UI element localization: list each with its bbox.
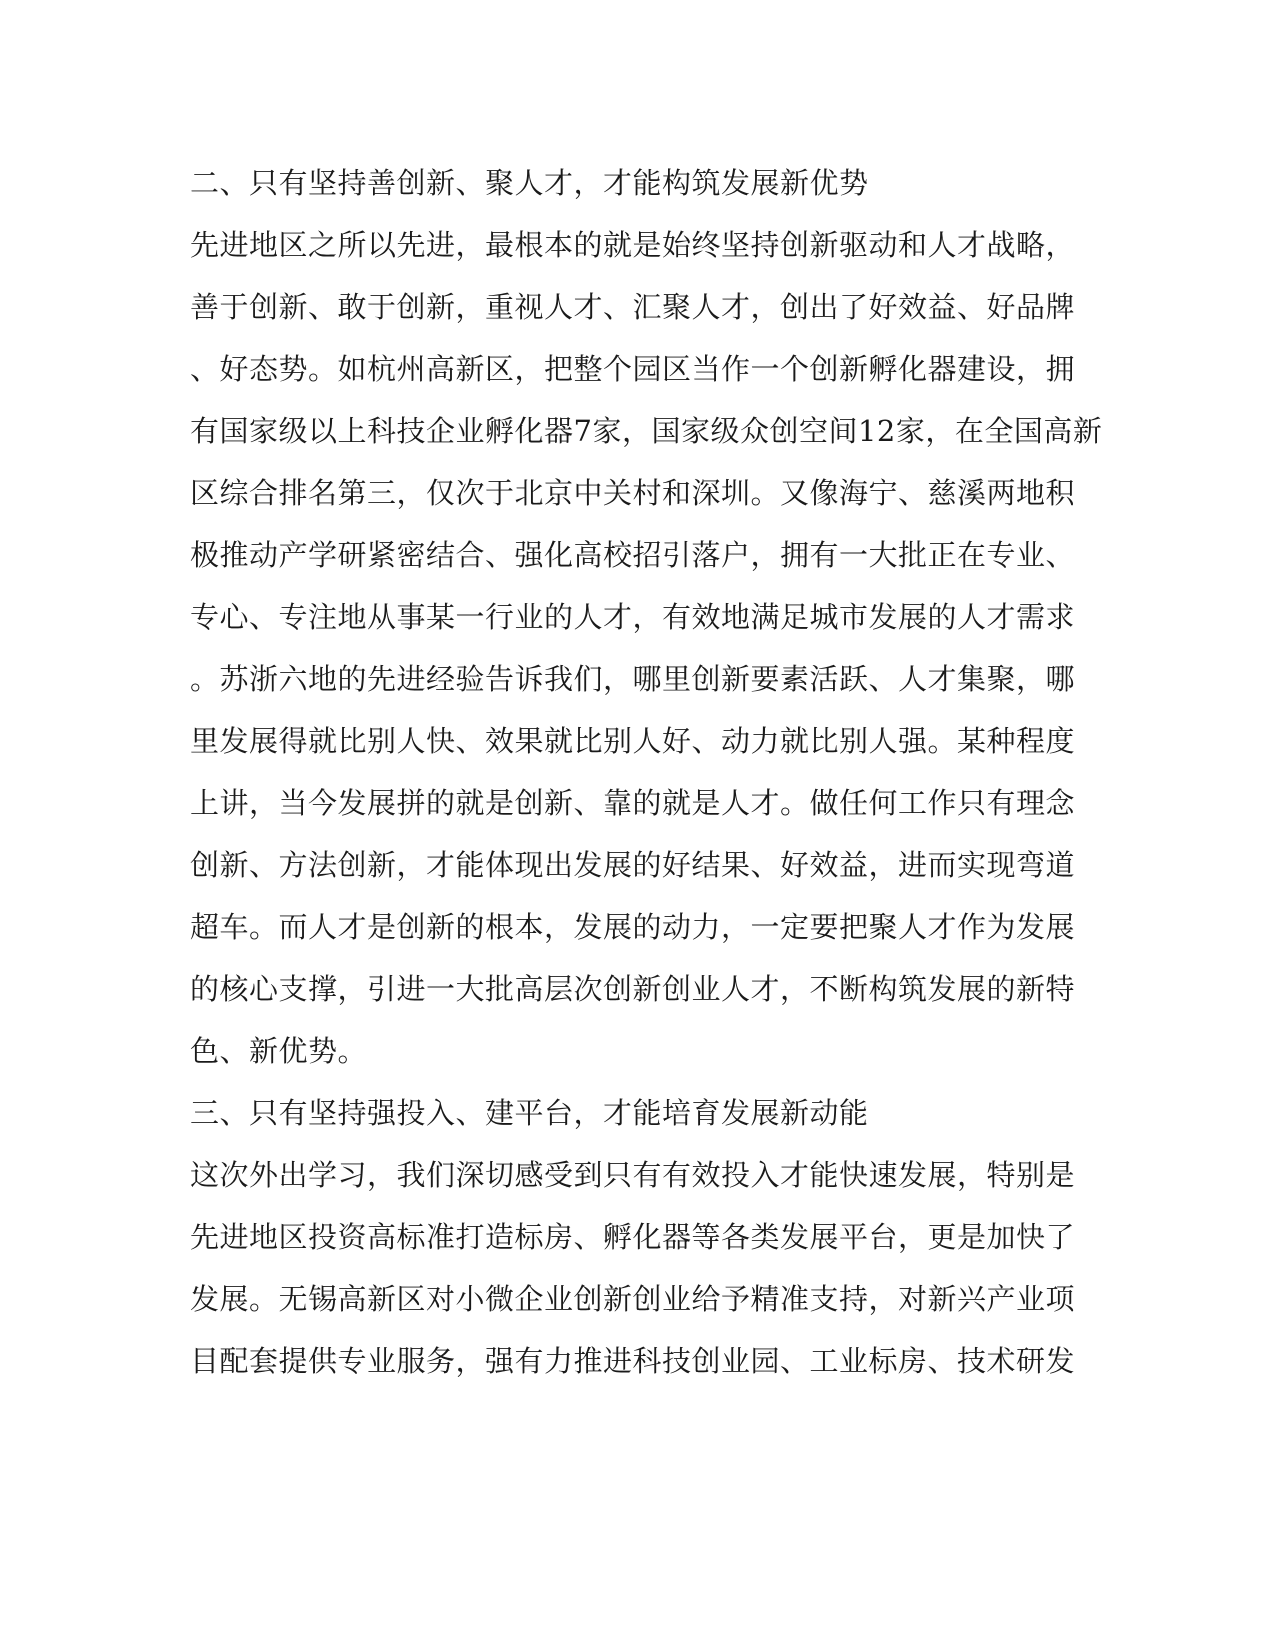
paragraph-line: 善于创新、敢于创新，重视人才、汇聚人才，创出了好效益、好品牌 — [190, 290, 1076, 324]
paragraph-line: 有国家级以上科技企业孵化器7家，国家级众创空间12家，在全国高新 — [190, 414, 1103, 448]
paragraph-line: 先进地区投资高标准打造标房、孵化器等各类发展平台，更是加快了 — [190, 1220, 1076, 1254]
section-heading-2: 二、只有坚持善创新、聚人才，才能构筑发展新优势 — [190, 166, 869, 200]
paragraph-line: 先进地区之所以先进，最根本的就是始终坚持创新驱动和人才战略， — [190, 228, 1076, 262]
paragraph-line: 、好态势。如杭州高新区，把整个园区当作一个创新孵化器建设，拥 — [190, 352, 1076, 386]
paragraph-line: 这次外出学习，我们深切感受到只有有效投入才能快速发展，特别是 — [190, 1158, 1076, 1192]
document-body — [190, 152, 1103, 1392]
paragraph-line: 色、新优势。 — [190, 1034, 368, 1068]
paragraph-line: 的核心支撑，引进一大批高层次创新创业人才，不断构筑发展的新特 — [190, 972, 1076, 1006]
paragraph-line: 区综合排名第三，仅次于北京中关村和深圳。又像海宁、慈溪两地积 — [190, 476, 1076, 510]
paragraph-line: 目配套提供专业服务，强有力推进科技创业园、工业标房、技术研发 — [190, 1344, 1076, 1378]
paragraph-line: 上讲，当今发展拼的就是创新、靠的就是人才。做任何工作只有理念 — [190, 786, 1076, 820]
paragraph-line: 创新、方法创新，才能体现出发展的好结果、好效益，进而实现弯道 — [190, 848, 1076, 882]
paragraph-line: 专心、专注地从事某一行业的人才，有效地满足城市发展的人才需求 — [190, 600, 1076, 634]
paragraph-line: 极推动产学研紧密结合、强化高校招引落户，拥有一大批正在专业、 — [190, 538, 1076, 572]
paragraph-line: 发展。无锡高新区对小微企业创新创业给予精准支持，对新兴产业项 — [190, 1282, 1076, 1316]
section-heading-3: 三、只有坚持强投入、建平台，才能培育发展新动能 — [190, 1096, 869, 1130]
paragraph-line: 超车。而人才是创新的根本，发展的动力，一定要把聚人才作为发展 — [190, 910, 1076, 944]
paragraph-line: 。苏浙六地的先进经验告诉我们，哪里创新要素活跃、人才集聚，哪 — [190, 662, 1076, 696]
paragraph-line: 里发展得就比别人快、效果就比别人好、动力就比别人强。某种程度 — [190, 724, 1076, 758]
